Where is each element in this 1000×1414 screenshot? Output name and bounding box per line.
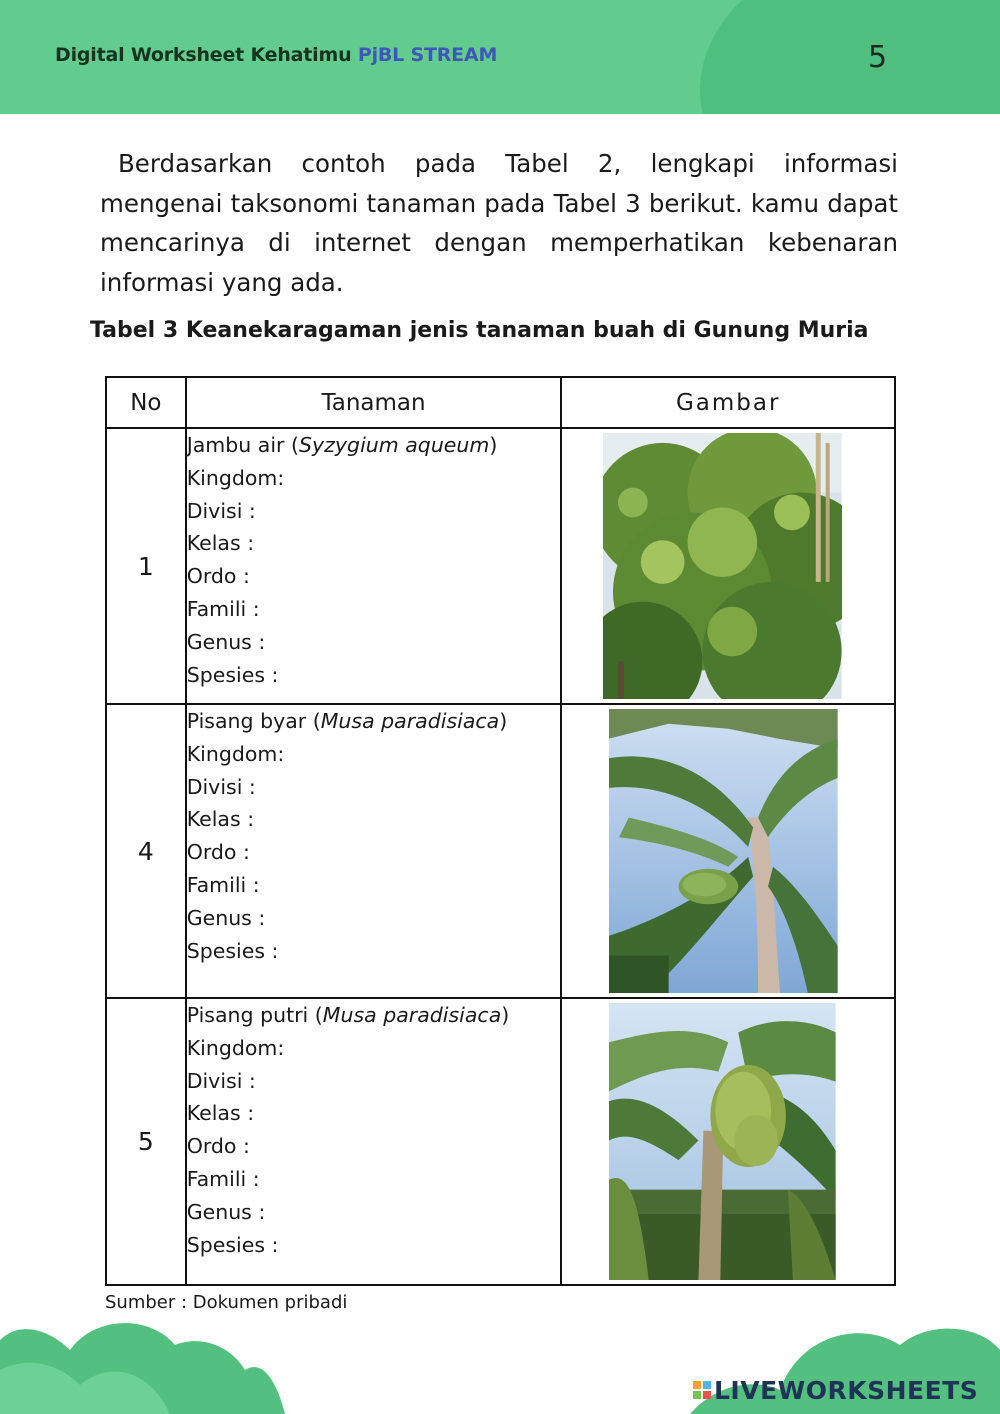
- jambu-air-photo: [603, 433, 842, 699]
- plant-info: [186, 428, 562, 704]
- logo-text: LIVEWORKSHEETS: [714, 1375, 979, 1405]
- field-spesies[interactable]: Spesies :: [186, 662, 279, 687]
- header-decoration: [700, 0, 1000, 114]
- plant-name: Pisang putri (Musa paradisiaca): [186, 1003, 510, 1027]
- page-header: [0, 0, 1000, 114]
- field-kelas[interactable]: Kelas :: [186, 531, 255, 556]
- table-row: [106, 704, 895, 998]
- table-row: [106, 428, 895, 704]
- table-caption: Tabel 3 Keanekaragaman jenis tanaman buah di Gunung Muria: [90, 318, 869, 343]
- row-number: 1: [106, 428, 186, 704]
- page-number: 5: [868, 40, 888, 75]
- intro-paragraph: Berdasarkan contoh pada Tabel 2, lengkapi informasi mengenai taksonomi tanaman pada Tabel 3 berikut. kamu dapat mencarinya di internet dengan memperhatikan kebenaran informasi yang ada.: [100, 149, 898, 297]
- pisang-putri-photo: [609, 1003, 836, 1280]
- field-kelas[interactable]: Kelas :: [186, 1101, 255, 1126]
- field-famili[interactable]: Famili :: [186, 872, 260, 897]
- field-ordo[interactable]: Ordo :: [186, 840, 250, 865]
- header-title-accent: PjBL STREAM: [357, 44, 498, 66]
- field-famili[interactable]: Famili :: [186, 1166, 260, 1191]
- header-plant: Tanaman: [186, 377, 562, 428]
- field-divisi[interactable]: Divisi :: [186, 498, 256, 523]
- field-spesies[interactable]: Spesies :: [186, 1232, 279, 1257]
- field-famili[interactable]: Famili :: [186, 596, 260, 621]
- field-divisi[interactable]: Divisi :: [186, 1068, 256, 1093]
- header-title: [55, 44, 497, 66]
- plant-name: Jambu air (Syzygium aqueum): [186, 433, 498, 457]
- row-number: 5: [106, 998, 186, 1285]
- latin-name: Syzygium aqueum: [299, 433, 490, 457]
- field-kingdom[interactable]: Kingdom:: [186, 741, 285, 766]
- logo-icon: [693, 1381, 711, 1399]
- field-spesies[interactable]: Spesies :: [186, 938, 279, 963]
- plant-info: [186, 704, 562, 998]
- field-divisi[interactable]: Divisi :: [186, 774, 256, 799]
- field-genus[interactable]: Genus :: [186, 629, 266, 654]
- field-kelas[interactable]: Kelas :: [186, 807, 255, 832]
- row-number: 4: [106, 704, 186, 998]
- field-ordo[interactable]: Ordo :: [186, 1134, 250, 1159]
- table-header-row: [106, 377, 895, 428]
- pisang-byar-photo: [609, 709, 838, 993]
- taxonomy-table: [105, 376, 896, 1286]
- image-cell: [561, 704, 895, 998]
- image-cell: [561, 428, 895, 704]
- field-genus[interactable]: Genus :: [186, 905, 266, 930]
- source-note: Sumber : Dokumen pribadi: [105, 1292, 348, 1313]
- table-row: [106, 998, 895, 1285]
- latin-name: Musa paradisiaca: [322, 1003, 502, 1027]
- field-genus[interactable]: Genus :: [186, 1199, 266, 1224]
- plant-info: [186, 998, 562, 1285]
- field-kingdom[interactable]: Kingdom:: [186, 465, 285, 490]
- field-kingdom[interactable]: Kingdom:: [186, 1035, 285, 1060]
- header-no: No: [106, 377, 186, 428]
- plant-name: Pisang byar (Musa paradisiaca): [186, 709, 508, 733]
- header-image: Gambar: [561, 377, 895, 428]
- latin-name: Musa paradisiaca: [320, 709, 500, 733]
- field-ordo[interactable]: Ordo :: [186, 564, 250, 589]
- image-cell: [561, 998, 895, 1285]
- liveworksheets-logo: [693, 1374, 978, 1406]
- header-title-text: Digital Worksheet Kehatimu: [55, 44, 352, 66]
